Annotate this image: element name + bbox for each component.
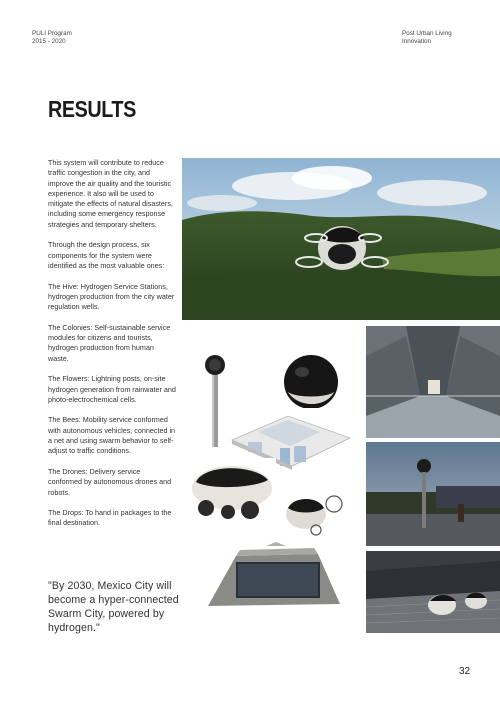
- render-sphere-module: [282, 350, 340, 414]
- paragraph-drops: The Drops: To hand in packages to the final destination.: [48, 508, 172, 528]
- header-initiative-line2: Innovation: [402, 38, 432, 45]
- photo-lamp-street: [366, 442, 500, 546]
- paragraph-colonies: The Colonies: Self-sustainable service modules for citizens and tourists, hydrogen production from human waste.: [48, 322, 171, 363]
- header-program-years: 2015 - 2020: [32, 38, 66, 45]
- paragraph-bees: The Bees: Mobility service conformed with autonomous vehicles, connected in a net and using swarm behavior to self-adjust to traffic conditions.: [48, 415, 176, 456]
- render-delivery-drone: [276, 486, 348, 536]
- paragraph-components: Through the design process, six components for the system were identified as the most valuable ones:: [48, 240, 165, 270]
- render-flower-lamp: [198, 352, 232, 450]
- photo-vehicles-plaza: [366, 551, 500, 633]
- page-number: 32: [459, 666, 471, 677]
- paragraph-drones: The Drones: Delivery service conformed by autonomous drones and robots.: [48, 466, 172, 497]
- page-title: RESULTS: [48, 96, 136, 122]
- body-text: [48, 158, 176, 539]
- header-program: [32, 30, 72, 46]
- paragraph-hive: The Hive: Hydrogen Service Stations, hydrogen production from the city water regulation wells.: [48, 281, 175, 312]
- photo-drone-forest: [182, 158, 500, 320]
- paragraph-flowers: The Flowers: Lightning posts, on-site hydrogen generation from rainwater and photo-electrochemical cells.: [48, 374, 176, 404]
- header-initiative-line1: Post Urban Living: [402, 30, 452, 37]
- header-program-name: PULI Program: [32, 30, 72, 37]
- render-bee-vehicle: [184, 458, 276, 522]
- photo-walkway: [366, 326, 500, 438]
- pull-quote: "By 2030, Mexico City will become a hyper-connected Swarm City, powered by hydrogen.": [48, 580, 179, 634]
- paragraph-intro: This system will contribute to reduce traffic congestion in the city, and improve the air quality and the touristic experience. It also will be used to mitigate the effects of natural disasters, including some emergency response strategies and temporary shelters.: [48, 158, 173, 229]
- header-initiative: [402, 30, 452, 46]
- render-colony-module: [206, 542, 342, 610]
